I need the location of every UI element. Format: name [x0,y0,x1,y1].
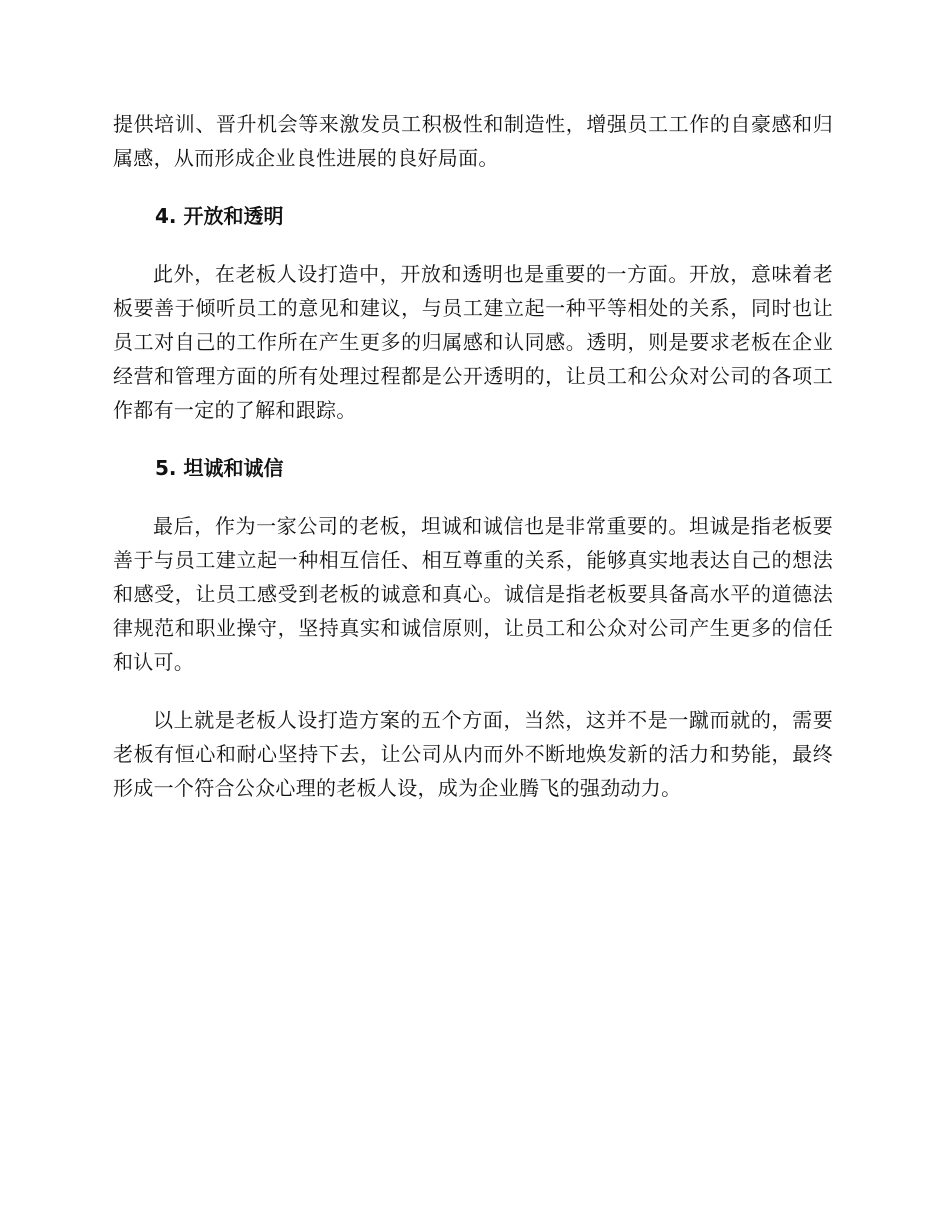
paragraph-continued: 提供培训、晋升机会等来激发员工积极性和制造性，增强员工工作的自豪感和归属感，从而形成企业良性进展的良好局面。 [113,112,833,170]
paragraph-openness: 此外，在老板人设打造中，开放和透明也是重要的一方面。开放，意味着老板要善于倾听员工的意见和建议，与员工建立起一种平等相处的关系，同时也让员工对自己的工作所在产生更多的归属感和认同感。透明，则是要求老板在企业经营和管理方面的所有处理过程都是公开透明的，让员工和公众对公司的各项工作都有一定的了解和跟踪。 [113,262,833,422]
paragraph-honesty: 最后，作为一家公司的老板，坦诚和诚信也是非常重要的。坦诚是指老板要善于与员工建立起一种相互信任、相互尊重的关系，能够真实地表达自己的想法和感受，让员工感受到老板的诚意和真心。诚信是指老板要具备高水平的道德法律规范和职业操守，坚持真实和诚信原则，让员工和公众对公司产生更多的信任和认可。 [113,514,833,674]
section-heading-4: 4. 开放和透明 [155,204,284,228]
document-body [113,107,833,829]
section-heading-5: 5. 坦诚和诚信 [155,456,284,480]
paragraph-conclusion: 以上就是老板人设打造方案的五个方面，当然，这并不是一蹴而就的，需要老板有恒心和耐心坚持下去，让公司从内而外不断地焕发新的活力和势能，最终形成一个符合公众心理的老板人设，成为企业腾飞的强劲动力。 [113,708,833,800]
